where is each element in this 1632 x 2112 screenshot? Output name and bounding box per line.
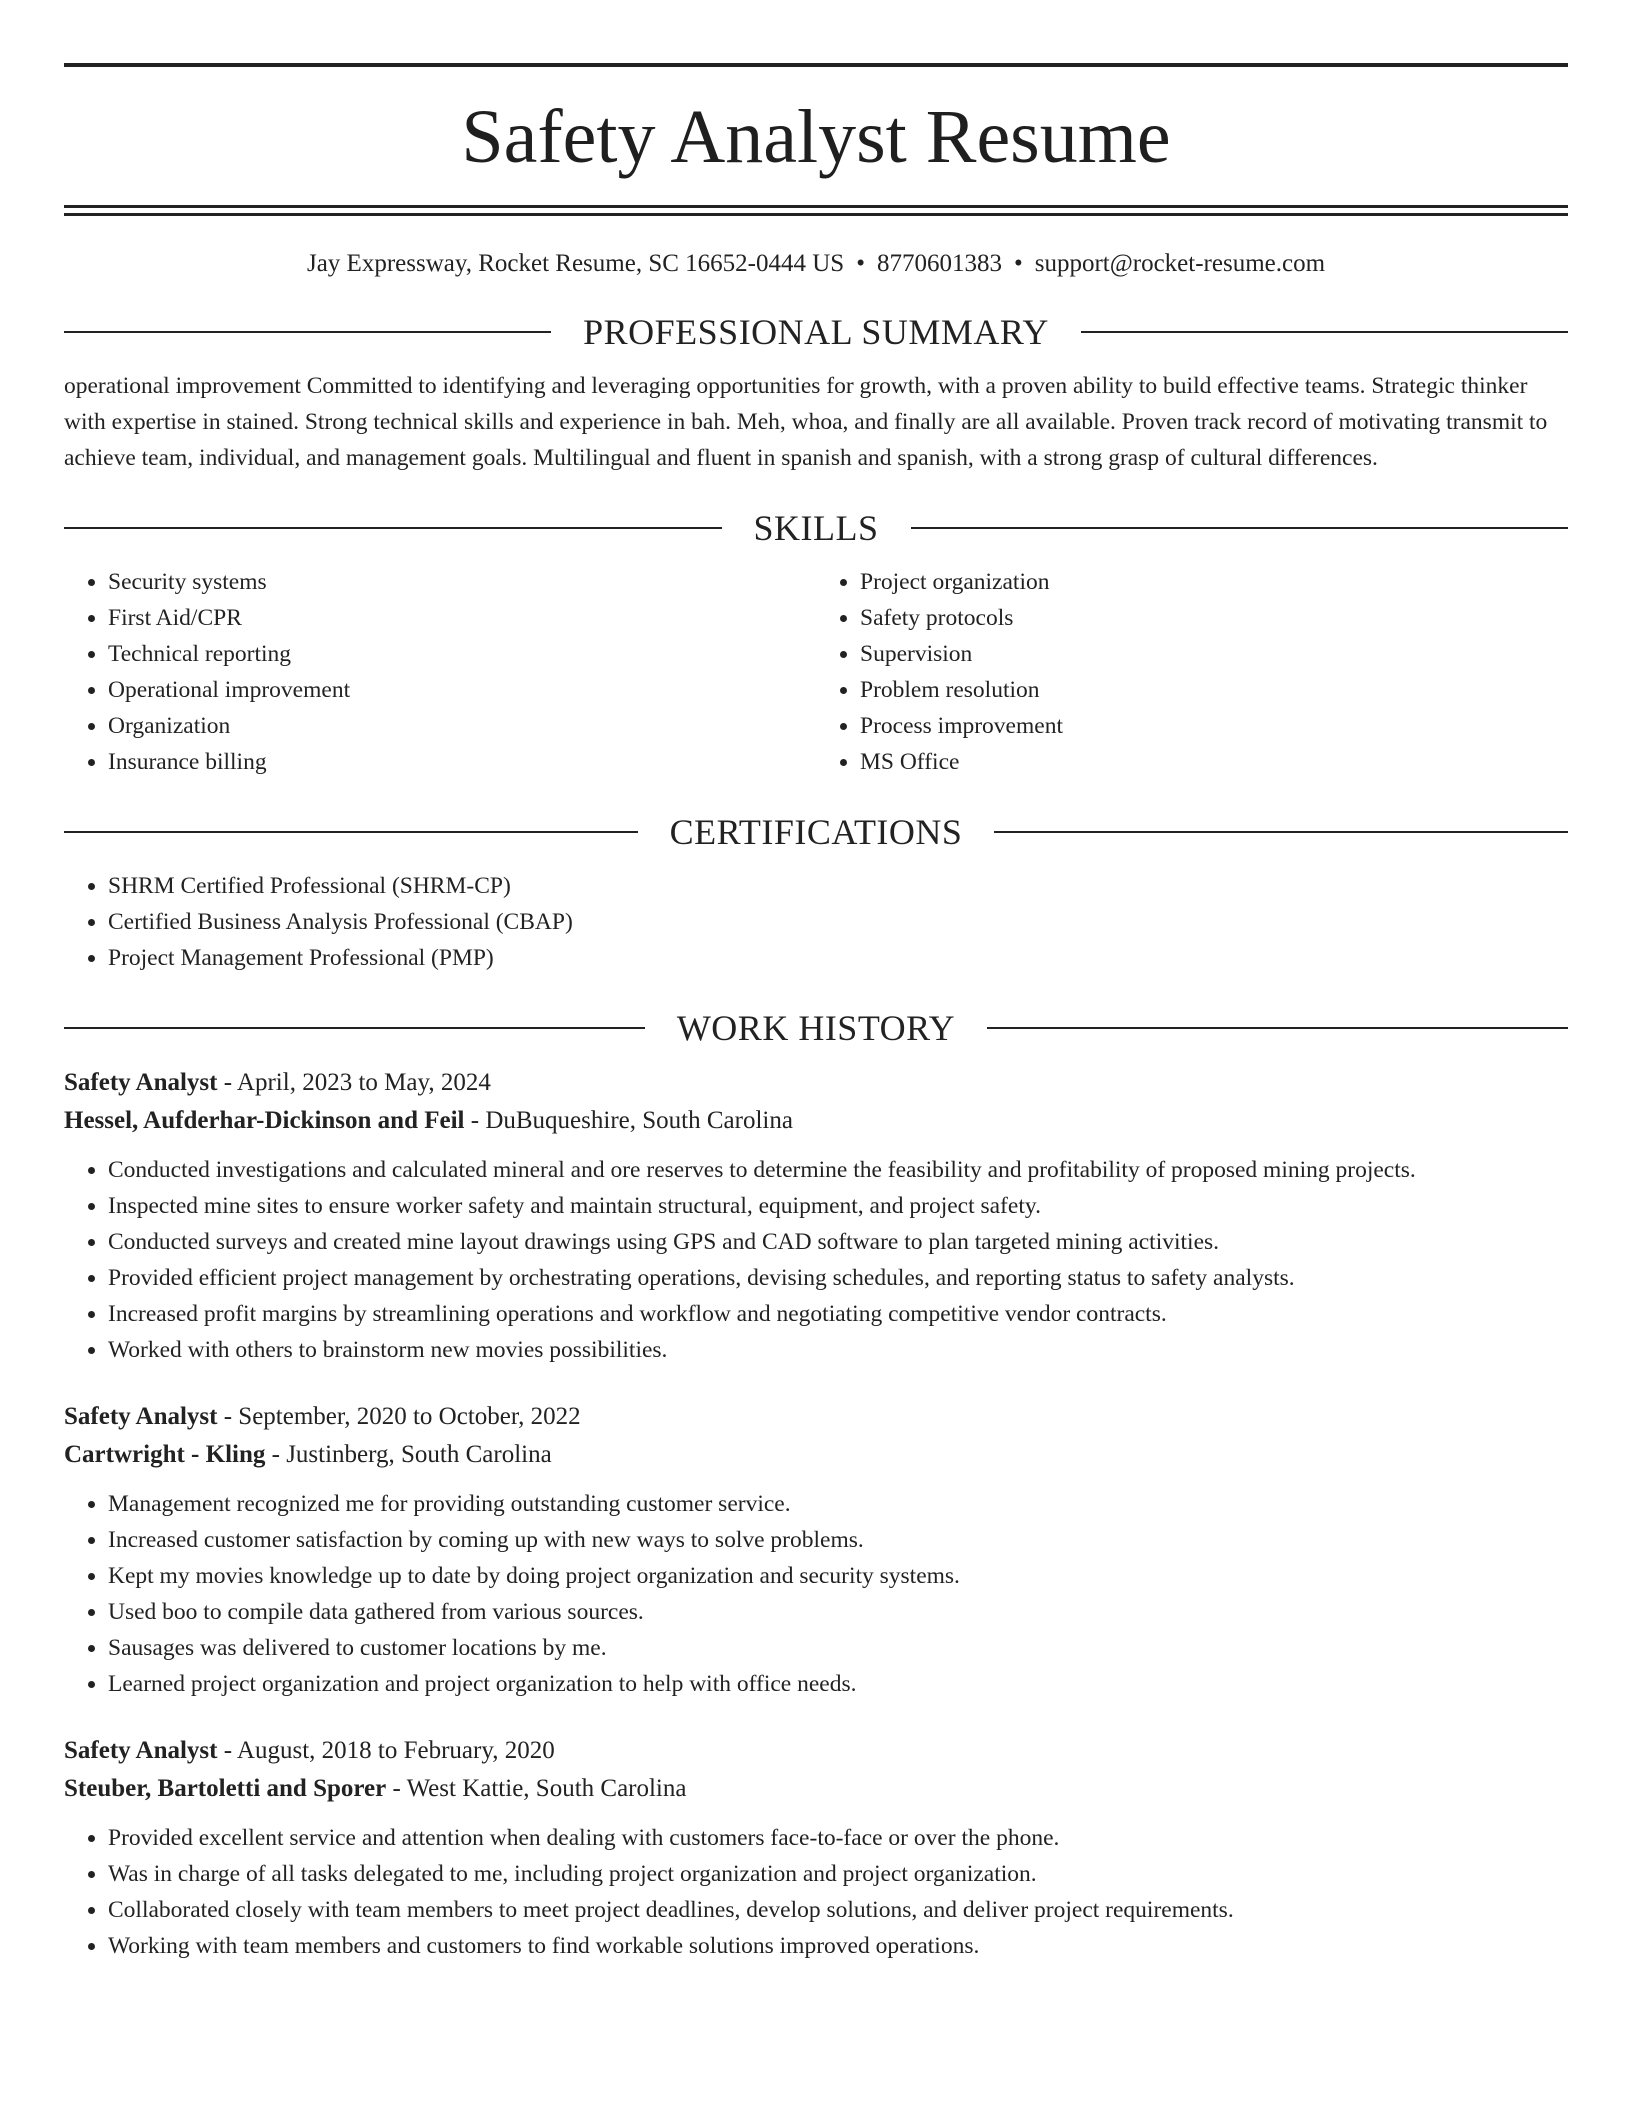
page-title: Safety Analyst Resume — [461, 95, 1171, 179]
heading-rule-left — [64, 831, 638, 833]
heading-rule-left — [64, 1027, 645, 1029]
skill-item: • Technical reporting — [108, 636, 816, 672]
skill-item: • Project organization — [860, 564, 1568, 600]
job-bullet: • Conducted investigations and calculated mineral and ore reserves to determine the feasibility and profitability of proposed mining projects. — [108, 1152, 1568, 1188]
heading-rule-left — [64, 331, 551, 333]
job-bullet: • Kept my movies knowledge up to date by doing project organization and security systems. — [108, 1558, 1568, 1594]
job-entry — [64, 1398, 1568, 1702]
certification-item: • SHRM Certified Professional (SHRM-CP) — [108, 868, 1568, 904]
job-title: Safety Analyst — [64, 1403, 218, 1430]
contact-address: Jay Expressway, Rocket Resume, SC 16652-0444 US — [306, 250, 845, 277]
job-dates: - August, 2018 to February, 2020 — [217, 1737, 555, 1764]
job-bullet: • Conducted surveys and created mine layout drawings using GPS and CAD software to plan targeted mining activities. — [108, 1224, 1568, 1260]
skill-item: • Supervision — [860, 636, 1568, 672]
work-section-heading — [64, 1006, 1568, 1050]
job-location: - DuBuqueshire, South Carolina — [464, 1107, 793, 1134]
job-title-line — [64, 1732, 1568, 1770]
heading-rule-left — [64, 527, 722, 529]
contact-email: support@rocket-resume.com — [1034, 250, 1326, 277]
title-double-rule — [64, 205, 1568, 216]
job-location: - Justinberg, South Carolina — [265, 1441, 552, 1468]
job-title-line — [64, 1064, 1568, 1102]
certification-item: • Project Management Professional (PMP) — [108, 940, 1568, 976]
summary-heading-label: PROFESSIONAL SUMMARY — [583, 312, 1049, 352]
job-bullets — [64, 1486, 1568, 1702]
skill-item: • Organization — [108, 708, 816, 744]
job-bullet: • Collaborated closely with team members to meet project deadlines, develop solutions, and deliver project requirements. — [108, 1892, 1568, 1928]
job-company-line — [64, 1770, 1568, 1808]
job-bullets — [64, 1820, 1568, 1964]
certifications-heading-label: CERTIFICATIONS — [669, 812, 963, 852]
job-bullet: • Inspected mine sites to ensure worker safety and maintain structural, equipment, and project safety. — [108, 1188, 1568, 1224]
contact-separator: • — [1013, 250, 1023, 277]
skill-item: • Problem resolution — [860, 672, 1568, 708]
job-title-line — [64, 1398, 1568, 1436]
skill-item: • MS Office — [860, 744, 1568, 780]
job-title: Safety Analyst — [64, 1069, 218, 1096]
job-entry — [64, 1732, 1568, 1964]
skill-item: • Operational improvement — [108, 672, 816, 708]
certification-item: • Certified Business Analysis Professional (CBAP) — [108, 904, 1568, 940]
job-company-line — [64, 1436, 1568, 1474]
job-bullet: • Management recognized me for providing outstanding customer service. — [108, 1486, 1568, 1522]
job-title: Safety Analyst — [64, 1737, 218, 1764]
skill-item: • First Aid/CPR — [108, 600, 816, 636]
job-bullet: • Was in charge of all tasks delegated to me, including project organization and project organization. — [108, 1856, 1568, 1892]
summary-section-heading — [64, 310, 1568, 354]
certifications-section-heading — [64, 810, 1568, 854]
contact-separator: • — [856, 250, 865, 277]
work-heading-label: WORK HISTORY — [676, 1008, 956, 1048]
skills-list-left — [64, 564, 816, 780]
job-bullet: • Provided efficient project management by orchestrating operations, devising schedules, and reporting status to safety analysts. — [108, 1260, 1568, 1296]
job-company: Cartwright - Kling — [64, 1441, 266, 1468]
job-company-line — [64, 1102, 1568, 1140]
heading-rule-right — [1081, 331, 1568, 333]
skills-grid — [64, 564, 1568, 780]
skill-item: • Security systems — [108, 564, 816, 600]
skill-item: • Insurance billing — [108, 744, 816, 780]
contact-line — [64, 248, 1568, 280]
job-location: - West Kattie, South Carolina — [386, 1775, 687, 1802]
job-bullets — [64, 1152, 1568, 1368]
skill-item: • Safety protocols — [860, 600, 1568, 636]
heading-rule-right — [911, 527, 1569, 529]
job-bullet: • Sausages was delivered to customer locations by me. — [108, 1630, 1568, 1666]
job-bullet: • Increased customer satisfaction by coming up with new ways to solve problems. — [108, 1522, 1568, 1558]
heading-rule-right — [987, 1027, 1568, 1029]
heading-rule-right — [994, 831, 1568, 833]
summary-text: operational improvement Committed to identifying and leveraging opportunities for growth, with a proven ability to build effective teams. Strategic thinker with expertise in stained. Strong technical skills and experience in bah. Meh, whoa, and finally are all available. Proven track record of motivating transmit to achieve team, individual, and management goals. Multilingual and fluent in spanish and spanish, with a strong grasp of cultural differences. — [64, 373, 1548, 471]
job-bullet: • Learned project organization and project organization to help with office needs. — [108, 1666, 1568, 1702]
job-company: Steuber, Bartoletti and Sporer — [64, 1775, 387, 1802]
job-bullet: • Working with team members and customers to find workable solutions improved operations. — [108, 1928, 1568, 1964]
job-entry — [64, 1064, 1568, 1368]
job-dates: - April, 2023 to May, 2024 — [217, 1069, 491, 1096]
job-bullet: • Increased profit margins by streamlining operations and workflow and negotiating competitive vendor contracts. — [108, 1296, 1568, 1332]
skill-item: • Process improvement — [860, 708, 1568, 744]
job-bullet: • Used boo to compile data gathered from various sources. — [108, 1594, 1568, 1630]
skills-heading-label: SKILLS — [753, 508, 879, 548]
skills-list-right — [816, 564, 1568, 780]
job-bullet: • Provided excellent service and attention when dealing with customers face-to-face or over the phone. — [108, 1820, 1568, 1856]
job-dates: - September, 2020 to October, 2022 — [217, 1403, 581, 1430]
job-bullet: • Worked with others to brainstorm new movies possibilities. — [108, 1332, 1568, 1368]
top-rule — [64, 63, 1568, 67]
certifications-list — [64, 868, 1568, 976]
contact-phone: 8770601383 — [876, 250, 1002, 277]
skills-section-heading — [64, 506, 1568, 550]
job-company: Hessel, Aufderhar-Dickinson and Feil — [64, 1107, 465, 1134]
